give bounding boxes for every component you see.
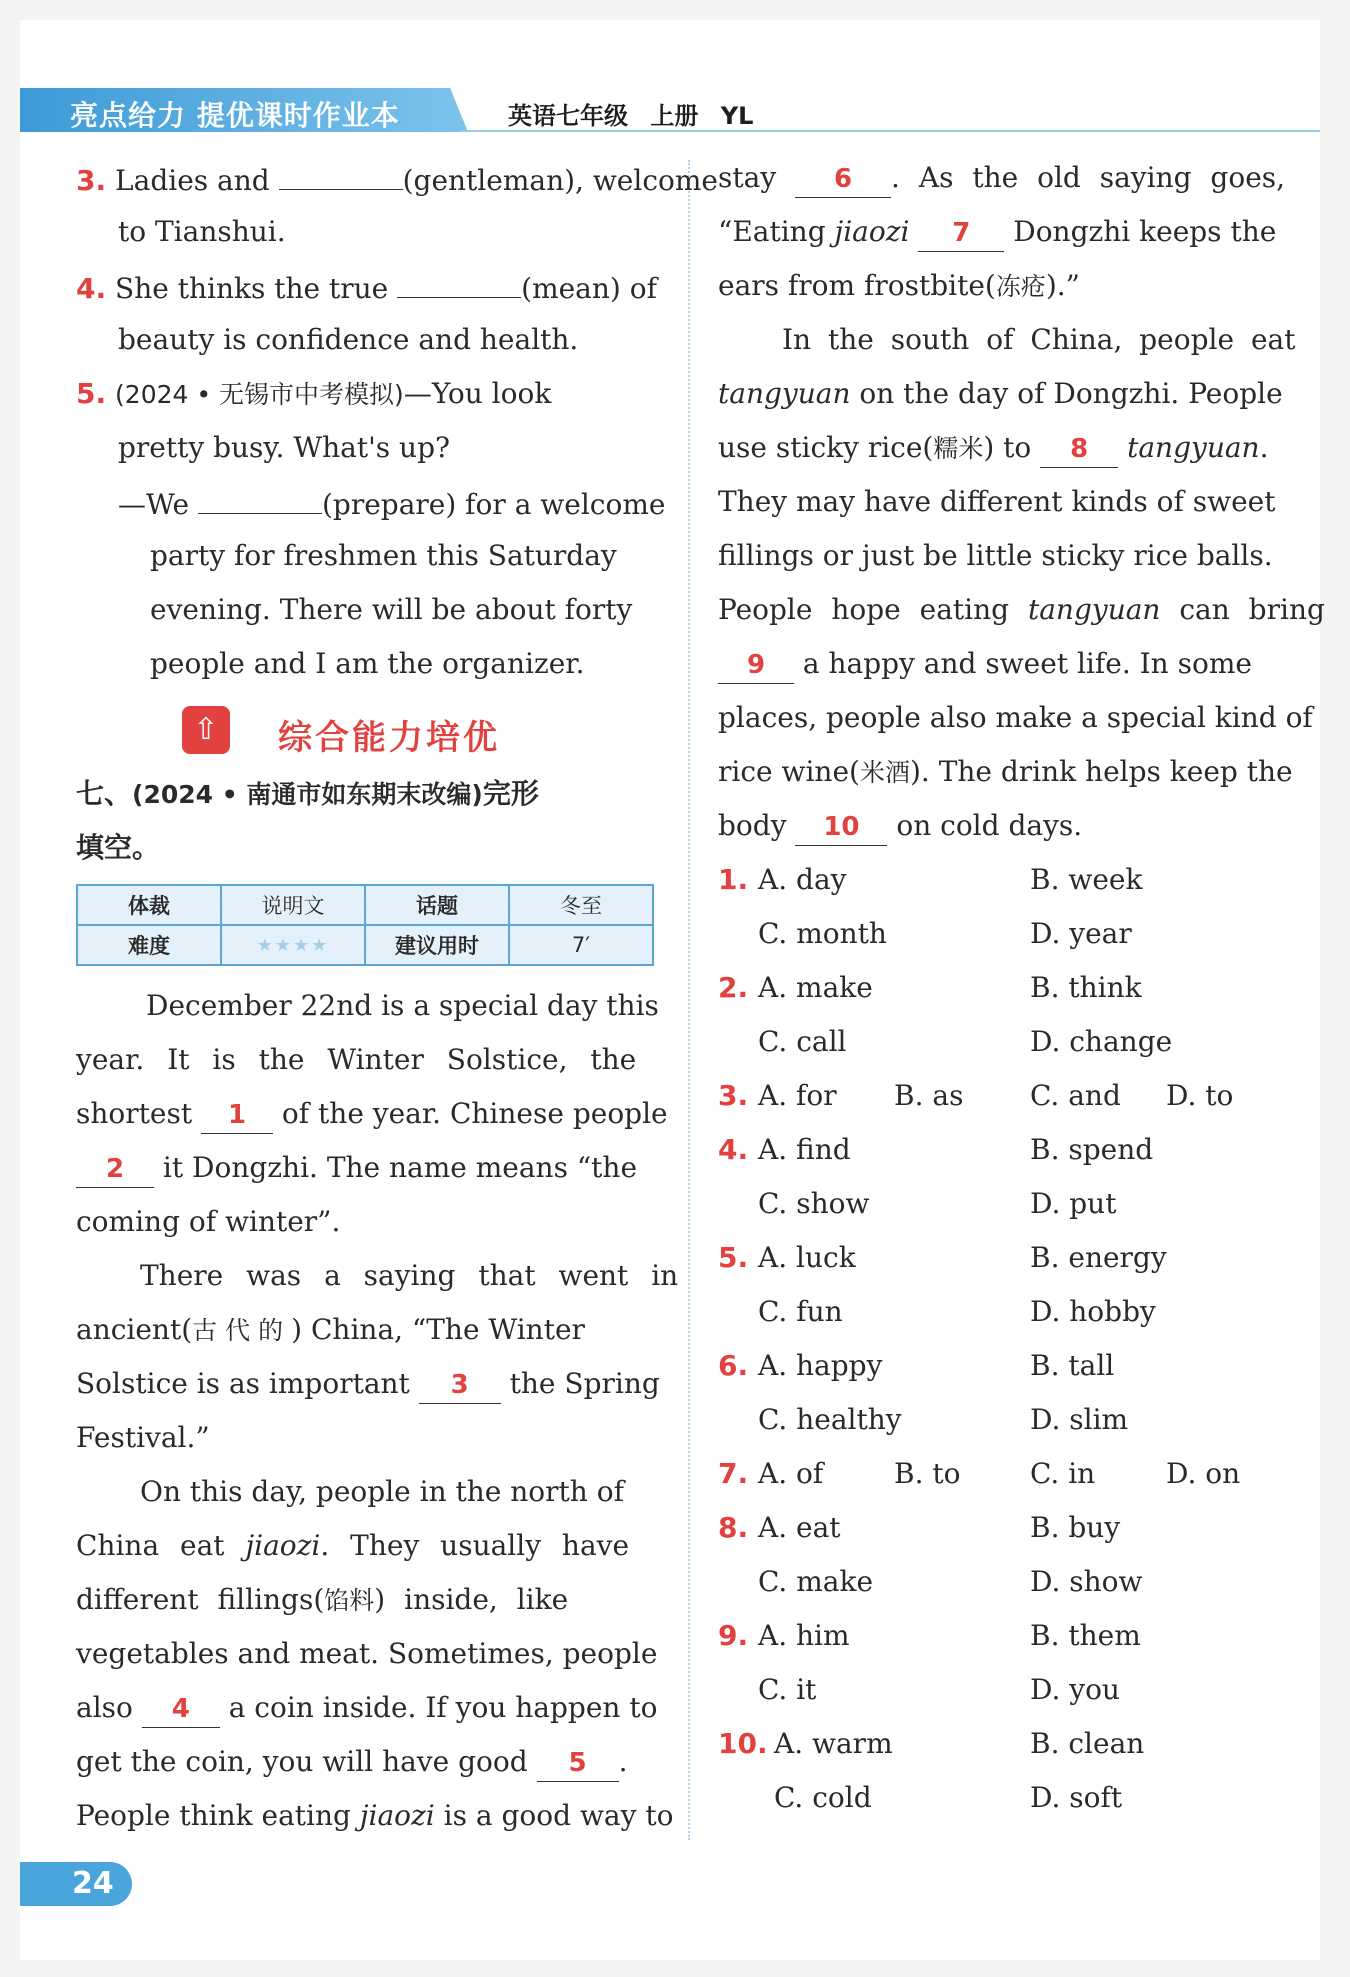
passage-text: a coin inside. If you happen to: [228, 1691, 658, 1724]
question-text: (mean) of: [521, 272, 657, 305]
header-subject: 英语七年级 上册 YL: [508, 102, 754, 130]
option-b[interactable]: B. energy: [1030, 1241, 1167, 1274]
option-d[interactable]: D. to: [1166, 1079, 1234, 1112]
passage-line: [76, 1744, 627, 1782]
passage-line: [718, 646, 1252, 684]
passage-line: [76, 1528, 629, 1564]
option-b[interactable]: B. week: [1030, 863, 1143, 896]
passage-text: Dongzhi keeps the: [1013, 215, 1277, 248]
option-number: 2.: [718, 971, 749, 1004]
question-text: —You look: [403, 377, 552, 410]
passage-italic: jiaozi: [245, 1529, 321, 1562]
passage-text: get the coin, you will have good: [76, 1745, 528, 1778]
passage-text: ) China, “The Winter: [291, 1313, 585, 1346]
passage-line: [76, 1798, 673, 1834]
passage-gloss: 米酒: [859, 758, 910, 787]
cloze-blank-2[interactable]: 2: [76, 1151, 154, 1188]
option-d[interactable]: D. you: [1030, 1673, 1120, 1706]
column-divider: [688, 160, 690, 1840]
passage-line: Festival.”: [76, 1421, 210, 1454]
passage-line: [76, 1582, 568, 1619]
task-type: 完形: [482, 777, 539, 810]
passage-line: [718, 592, 1325, 628]
passage-line: year. It is the Winter Solstice, the: [76, 1043, 637, 1076]
question-4: [76, 268, 657, 307]
cloze-blank-4[interactable]: 4: [142, 1691, 220, 1728]
passage-text: rice wine(: [718, 755, 860, 788]
question-number: 4.: [76, 272, 107, 305]
option-number: 5.: [718, 1241, 749, 1274]
option-d[interactable]: D. soft: [1030, 1781, 1123, 1814]
answer-blank[interactable]: [198, 484, 322, 514]
passage-line: [718, 376, 1283, 412]
option-c[interactable]: C. month: [758, 917, 887, 950]
option-b[interactable]: B. to: [894, 1457, 961, 1490]
task-heading-cont: 填空。: [76, 831, 161, 864]
option-a[interactable]: A. make: [758, 971, 873, 1004]
option-a[interactable]: A. find: [758, 1133, 851, 1166]
cloze-blank-8[interactable]: 8: [1040, 431, 1118, 468]
option-a[interactable]: A. eat: [758, 1511, 841, 1544]
passage-text: the Spring: [509, 1367, 660, 1400]
passage-text: China eat: [76, 1529, 225, 1562]
passage-gloss: 馅料: [324, 1586, 375, 1615]
time-label: 建议用时: [365, 925, 509, 965]
passage-text: .: [618, 1745, 628, 1778]
passage-text: shortest: [76, 1097, 193, 1130]
passage-line: vegetables and meat. Sometimes, people: [76, 1637, 658, 1670]
genre-value: 说明文: [221, 885, 365, 925]
passage-text: is a good way to: [443, 1799, 674, 1832]
cloze-blank-3[interactable]: 3: [419, 1367, 501, 1404]
option-a[interactable]: A. him: [758, 1619, 850, 1652]
passage-line: There was a saying that went in: [140, 1259, 679, 1292]
option-a[interactable]: A. for: [758, 1079, 837, 1112]
passage-line: [718, 160, 1285, 198]
answer-blank[interactable]: [397, 268, 521, 298]
question-text: (gentleman), welcome: [402, 164, 718, 197]
passage-line: [718, 808, 1082, 846]
question-5-line: party for freshmen this Saturday: [150, 539, 617, 572]
option-c[interactable]: C. in: [1030, 1457, 1096, 1490]
passage-line: places, people also make a special kind of: [718, 701, 1313, 734]
passage-line: [718, 430, 1269, 468]
question-5: [76, 376, 551, 413]
passage-text: can bring: [1179, 593, 1325, 626]
option-number: 7.: [718, 1457, 749, 1490]
option-a[interactable]: A. of: [758, 1457, 824, 1490]
task-source: (2024 • 南通市如东期末改编): [132, 780, 483, 809]
option-number: 6.: [718, 1349, 749, 1382]
option-c[interactable]: C. fun: [758, 1295, 843, 1328]
option-b[interactable]: B. buy: [1030, 1511, 1121, 1544]
question-number: 5.: [76, 377, 107, 410]
option-number: 10.: [718, 1727, 768, 1760]
cloze-blank-6[interactable]: 6: [795, 161, 891, 198]
option-number: 1.: [718, 863, 749, 896]
page-number: 24: [20, 1862, 132, 1906]
info-table: [76, 884, 654, 966]
question-3: [76, 160, 718, 199]
passage-text: ears from frostbite(: [718, 269, 996, 302]
passage-line: On this day, people in the north of: [140, 1475, 624, 1508]
passage-text: ).”: [1045, 269, 1080, 302]
passage-italic: jiaozi: [359, 1799, 435, 1832]
task-heading: [76, 776, 539, 813]
passage-gloss: 冻疮: [995, 272, 1046, 301]
passage-text: different fillings(: [76, 1583, 325, 1616]
option-a[interactable]: A. day: [758, 863, 847, 896]
header-rule: [460, 130, 1320, 132]
passage-line: [718, 214, 1276, 252]
passage-line: In the south of China, people eat: [782, 323, 1296, 356]
passage-line: coming of winter”.: [76, 1205, 341, 1238]
passage-line: [718, 754, 1293, 791]
question-text: —We: [118, 488, 190, 521]
passage-italic: tangyuan: [1027, 593, 1161, 626]
genre-label: 体裁: [77, 885, 221, 925]
option-c[interactable]: C. healthy: [758, 1403, 902, 1436]
option-b[interactable]: B. clean: [1030, 1727, 1145, 1760]
difficulty-label: 难度: [77, 925, 221, 965]
option-d[interactable]: D. put: [1030, 1187, 1117, 1220]
question-5-line: people and I am the organizer.: [150, 647, 585, 680]
passage-line: [76, 1150, 637, 1188]
passage-text: ancient(: [76, 1313, 193, 1346]
question-5-line: [118, 484, 665, 523]
passage-text: People hope eating: [718, 593, 1010, 626]
passage-line: [76, 1096, 668, 1134]
passage-text: a happy and sweet life. In some: [802, 647, 1252, 680]
option-d[interactable]: D. on: [1166, 1457, 1241, 1490]
option-d[interactable]: D. change: [1030, 1025, 1173, 1058]
option-number: 8.: [718, 1511, 749, 1544]
passage-italic: tangyuan: [1127, 431, 1260, 464]
option-b[interactable]: B. as: [894, 1079, 964, 1112]
option-c[interactable]: C. make: [758, 1565, 874, 1598]
option-number: 3.: [718, 1079, 749, 1112]
passage-line: [718, 268, 1080, 305]
passage-line: [76, 1312, 585, 1349]
passage-text: of the year. Chinese people: [281, 1097, 668, 1130]
option-c[interactable]: C. and: [1030, 1079, 1121, 1112]
cloze-blank-7[interactable]: 7: [918, 215, 1004, 252]
option-b[interactable]: B. think: [1030, 971, 1142, 1004]
passage-line: fillings or just be little sticky rice balls.: [718, 539, 1273, 572]
header-title: 亮点给力 提优课时作业本: [70, 99, 400, 132]
topic-value: 冬至: [509, 885, 653, 925]
passage-text: People think eating: [76, 1799, 351, 1832]
section-icon: ⇧: [182, 706, 230, 754]
option-number: 4.: [718, 1133, 749, 1166]
passage-line: [76, 1690, 657, 1728]
passage-text: ) inside, like: [374, 1583, 569, 1616]
passage-italic: jiaozi: [834, 215, 910, 248]
cloze-blank-10[interactable]: 10: [795, 809, 887, 846]
question-text: She thinks the true: [115, 272, 389, 305]
passage-text: ) to: [983, 431, 1032, 464]
question-source: (2024 • 无锡市中考模拟): [115, 380, 404, 409]
cloze-blank-9[interactable]: 9: [718, 647, 794, 684]
question-text: Ladies and: [115, 164, 270, 197]
passage-text: . They usually have: [320, 1529, 630, 1562]
option-d[interactable]: D. show: [1030, 1565, 1143, 1598]
passage-text: ). The drink helps keep the: [909, 755, 1293, 788]
passage-line: December 22nd is a special day this: [146, 989, 659, 1022]
passage-italic: tangyuan: [718, 377, 851, 410]
passage-text: Solstice is as important: [76, 1367, 410, 1400]
passage-text: also: [76, 1691, 133, 1724]
option-d[interactable]: D. hobby: [1030, 1295, 1156, 1328]
passage-gloss: 古代的: [192, 1316, 292, 1345]
passage-text: “Eating: [718, 215, 826, 248]
passage-text: body: [718, 809, 787, 842]
question-text: (prepare) for a welcome: [321, 488, 666, 521]
option-a[interactable]: A. happy: [758, 1349, 883, 1382]
passage-line: They may have different kinds of sweet: [718, 485, 1276, 518]
passage-text: .: [1259, 431, 1269, 464]
question-4-cont: beauty is confidence and health.: [118, 323, 579, 356]
option-d[interactable]: D. slim: [1030, 1403, 1129, 1436]
question-3-cont: to Tianshui.: [118, 215, 286, 248]
passage-text: stay: [718, 161, 777, 194]
section-title: 综合能力培优: [278, 718, 500, 758]
option-number: 9.: [718, 1619, 749, 1652]
cloze-blank-5[interactable]: 5: [537, 1745, 619, 1782]
question-5-line: evening. There will be about forty: [150, 593, 633, 626]
difficulty-stars: ★★★★: [221, 925, 365, 965]
option-c[interactable]: C. call: [758, 1025, 847, 1058]
option-b[interactable]: B. tall: [1030, 1349, 1115, 1382]
option-b[interactable]: B. spend: [1030, 1133, 1154, 1166]
task-label: 七、: [76, 777, 133, 810]
question-5-line: pretty busy. What's up?: [118, 431, 451, 464]
option-d[interactable]: D. year: [1030, 917, 1132, 950]
time-value: 7′: [509, 925, 653, 965]
passage-text: . As the old saying goes,: [891, 161, 1286, 194]
answer-blank[interactable]: [279, 160, 403, 190]
option-a[interactable]: A. luck: [758, 1241, 856, 1274]
passage-line: [76, 1366, 660, 1404]
cloze-blank-1[interactable]: 1: [201, 1097, 273, 1134]
option-c[interactable]: C. it: [758, 1673, 817, 1706]
passage-text: on the day of Dongzhi. People: [859, 377, 1283, 410]
passage-text: it Dongzhi. The name means “the: [162, 1151, 638, 1184]
passage-text: use sticky rice(: [718, 431, 934, 464]
passage-text: on cold days.: [896, 809, 1083, 842]
option-b[interactable]: B. them: [1030, 1619, 1141, 1652]
topic-label: 话题: [365, 885, 509, 925]
passage-gloss: 糯米: [933, 434, 984, 463]
option-c[interactable]: C. cold: [774, 1781, 872, 1814]
option-a[interactable]: A. warm: [774, 1727, 893, 1760]
question-number: 3.: [76, 164, 107, 197]
option-c[interactable]: C. show: [758, 1187, 870, 1220]
